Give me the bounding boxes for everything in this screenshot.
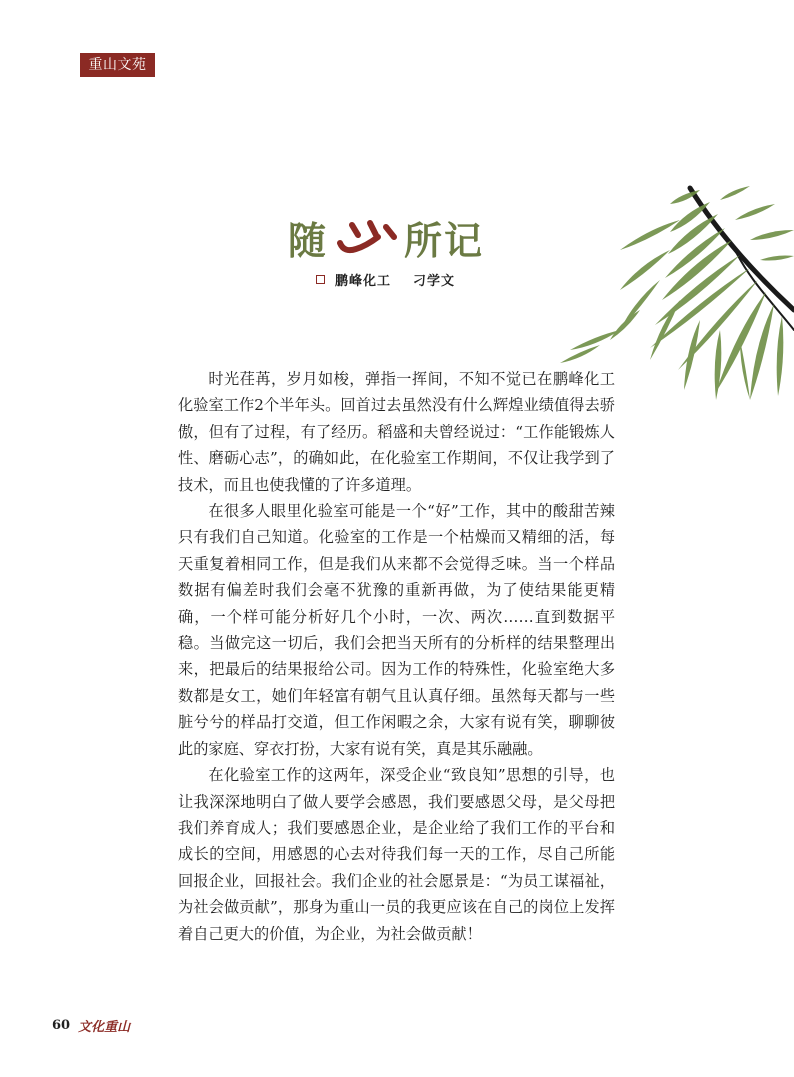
byline-company: 鹏峰化工	[335, 274, 392, 289]
xin-calligraphy-mark	[336, 217, 398, 257]
article-title	[288, 210, 484, 264]
paragraph: 在化验室工作的这两年，深受企业“致良知”思想的引导，也让我深深地明白了做人要学会感恩，我们要感恩父母，是父母把我们养育成人；我们要感恩企业，是企业给了我们工作的平台和成长的空间，用感恩的心去对待我们每一天的工作，尽自己所能回报企业，回报社会。我们企业的社会愿景是：“为员工谋福祉，为社会做贡献”，那身为重山一员的我更应该在自己的岗位上发挥着自己更大的价值，为企业，为社会做贡献！	[178, 766, 615, 943]
byline	[316, 270, 455, 289]
byline-author: 刁学文	[413, 274, 456, 289]
paragraph: 在很多人眼里化验室可能是一个“好”工作，其中的酸甜苦辣只有我们自己知道。化验室的工作是一个枯燥而又精细的活，每天重复着相同工作，但是我们从来都不会觉得乏味。当一个样品数据有偏差时我们会毫不犹豫的重新再做，为了使结果能更精确，一个样可能分析好几个小时，一次、两次……直到数据平稳。当做完这一切后，我们会把当天所有的分析样的结果整理出来，把最后的结果报给公司。因为工作的特殊性，化验室绝大多数都是女工，她们年轻富有朝气且认真仔细。虽然每天都与一些脏兮兮的样品打交道，但工作闲暇之余，大家有说有笑，聊聊彼此的家庭、穿衣打扮，大家有说有笑，真是其乐融融。	[178, 502, 615, 758]
title-part-3: 所记	[404, 217, 485, 263]
paragraph: 时光荏苒，岁月如梭，弹指一挥间，不知不觉已在鹏峰化工化验室工作2个半年头。回首过去虽然没有什么辉煌业绩值得去骄傲，但有了过程，有了经历。稻盛和夫曾经说过：“工作能锻炼人性、磨砺心志”，的确如此，在化验室工作期间，不仅让我学到了技术，而且也使我懂的了许多道理。	[178, 370, 615, 494]
square-bullet-icon	[316, 275, 325, 284]
magazine-logo: 文化重山	[78, 1020, 131, 1035]
page-number: 60	[52, 1018, 71, 1033]
article-body	[178, 366, 615, 947]
title-part-1: 随	[288, 217, 329, 263]
section-tag: 重山文苑	[80, 53, 155, 77]
page-footer	[52, 1016, 130, 1035]
